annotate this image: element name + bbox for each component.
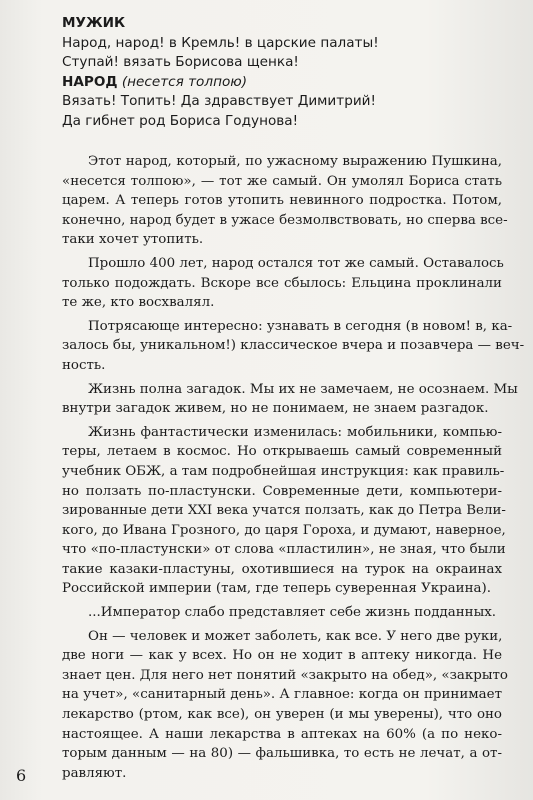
verse-line: Ступай! вязать Борисова щенка! [62,54,299,71]
text-line: равляют. [62,765,127,781]
stage-direction: (несется толпою) [121,73,248,90]
text-line: «несется толпою», — тот же самый. Он умолял Бориса стать [62,173,502,189]
text-line: знает цен. Для него нет понятий «закрыто на обед», «закрыто [62,667,508,683]
verse-block [62,14,502,132]
text-line: что «по-пластунски» от слова «пластилин», не зная, что были [62,542,506,558]
verse-line: Да гибнет род Бориса Годунова! [62,112,299,129]
text-line: те же, кто восхвалял. [62,295,215,311]
paragraph [62,603,502,623]
text-line: но ползать по-пластунски. Современные дети, компьютери- [62,483,502,499]
paragraph [62,423,506,599]
text-line: Российской империи (там, где теперь суверенная Украина). [62,581,491,597]
text-line: Этот народ, который, по ужасному выражению Пушкина, [88,154,502,169]
text-line: такие казаки-пластуны, охотившиеся на турок на окраинах [62,561,502,577]
text-line: ность. [62,357,106,373]
text-line: лекарство (ртом, как все), он уверен (и мы уверены), что оно [62,707,502,723]
paragraph [62,317,525,376]
page-number: 6 [16,766,27,785]
text-line: Он — человек и может заболеть, как все. У него две руки, [88,628,503,644]
text-line: внутри загадок живем, но не понимаем, не знаем разгадок. [62,401,489,417]
verse-speaker: МУЖИК [62,15,126,31]
text-line: настоящее. А наши лекарства в аптеках на 60% (а по неко- [62,726,502,742]
verse-speaker: НАРОД (несется толпою) [62,73,248,90]
prose-body [62,152,525,787]
text-line: царем. А теперь готов утопить невинного подростка. Потом, [62,193,502,209]
verse-line: Народ, народ! в Кремль! в царские палаты! [62,34,379,51]
text-line: только подождать. Вскоре все сбылось: Ельцина проклинали [62,275,502,291]
text-line: таки хочет утопить. [62,232,204,248]
text-line: торым данным — на 80) — фальшивка, то есть не лечат, а от- [62,746,502,762]
text-line: учебник ОБЖ, а там подробнейшая инструкция: как правиль- [62,463,505,479]
text-line: кого, до Ивана Грозного, до царя Гороха, и думают, наверное, [62,522,506,538]
text-line: зированные дети XXI века учатся ползать, как до Петра Вели- [62,503,506,519]
text-line: залось бы, уникальном!) классическое вчера и позавчера — веч- [62,338,525,354]
text-line: Жизнь полна загадок. Мы их не замечаем, не осознаем. Мы [88,381,518,397]
text-line: ...Император слабо представляет себе жизнь подданных. [88,605,497,621]
text-line: Жизнь фантастически изменилась: мобильники, компью- [88,424,502,440]
paragraph [62,380,518,419]
text-line: теры, летаем в космос. Но открываешь самый современный [62,444,502,460]
text-line: на учет», «санитарный день». А главное: когда он принимает [62,687,502,703]
text-line: Прошло 400 лет, народ остался тот же самый. Оставалось [88,255,504,271]
text-line: конечно, народ будет в ужасе безмолвствовать, но сперва все- [62,212,508,228]
paragraph [62,152,508,250]
paragraph [62,254,502,313]
paragraph [62,627,508,784]
text-line: две ноги — как у всех. Но он не ходит в аптеку никогда. Не [62,648,502,664]
verse-line: Вязать! Топить! Да здравствует Димитрий! [62,93,376,110]
text-line: Потрясающе интересно: узнавать в сегодня (в новом! в, ка- [88,318,513,334]
